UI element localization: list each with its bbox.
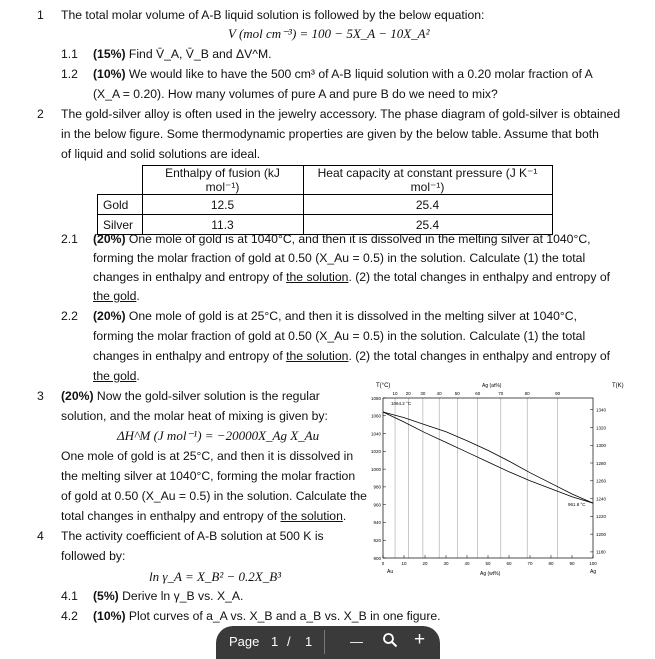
toolbar-divider [324, 630, 325, 654]
table-row [98, 195, 553, 215]
chart-frame [383, 398, 593, 558]
right-axis-label: T(K) [612, 383, 624, 389]
q1-2-text: We would like to have the 500 cm³ of A-B liquid solution with a 0.20 molar fraction of A [128, 67, 593, 81]
q1-number: 1 [37, 8, 44, 22]
q2-1-text: One mole of gold is at 1040°C, and then it is dissolved in the melting silver at 1040°C, [128, 232, 591, 246]
top-tick-label: 90 [555, 391, 561, 396]
pdf-page-toolbar [216, 626, 440, 659]
table-cell-gold: Gold [98, 195, 143, 215]
top-tick-label: 10 [392, 391, 398, 396]
q3-equation: ΔH^M (J mol⁻¹) = −20000X_Ag X_Au [117, 428, 320, 443]
left-tick-label: 1040 [370, 431, 381, 437]
left-tick-label: 1080 [370, 395, 381, 401]
right-tick-label: 1320 [596, 425, 607, 431]
q3-text: Now the gold-silver solution is the regular [96, 389, 320, 403]
solidus-curve [383, 412, 593, 503]
phase-diagram-chart [360, 380, 642, 578]
table-cell-silver: Silver [98, 215, 143, 235]
q1-2-line1 [93, 67, 593, 81]
q2-1-line3a: changes in enthalpy and entropy of [93, 270, 287, 284]
table-cell-gold-enthalpy: 12.5 [142, 195, 303, 215]
q1-2-number: 1.2 [61, 67, 78, 81]
bottom-tick-label: 100 [589, 561, 597, 566]
table-header-row [98, 166, 553, 195]
q1-equation: V (mol cm⁻³) = 100 − 5X_A − 10X_A² [228, 26, 430, 41]
left-tick-label: 1000 [370, 466, 381, 472]
left-axis-label: T(°C) [376, 383, 391, 389]
q2-line2: in the below figure. Some thermodynamic properties are given by the below table. Assume that both [61, 127, 599, 141]
q2-1-line1 [93, 232, 591, 246]
q2-1-line3 [93, 270, 610, 284]
right-tick-label: 1340 [596, 407, 607, 413]
ag-label: Ag [590, 569, 597, 575]
q2-2-line3a: changes in enthalpy and entropy of [93, 349, 287, 363]
q1-text: The total molar volume of A-B liquid solution is followed by the below equation: [61, 8, 485, 22]
q3-line6 [61, 509, 346, 523]
left-tick-label: 1060 [370, 413, 381, 419]
bottom-tick-label: 0 [381, 561, 385, 566]
q2-2-line1 [93, 309, 577, 323]
chart-ticks [371, 391, 607, 566]
bottom-tick-label: 90 [569, 561, 575, 566]
top-tick-label: 40 [436, 391, 442, 396]
q2-line1: The gold-silver alloy is often used in the jewelry accessory. The phase diagram of gold-silver is obtained [61, 107, 621, 121]
q3-number: 3 [37, 389, 44, 403]
top-tick-label: 20 [405, 391, 411, 396]
q3-line6a: total changes in enthalpy and entropy of [61, 509, 281, 523]
bottom-tick-label: 80 [548, 561, 554, 566]
left-tick-label: 920 [373, 538, 381, 544]
top-tick-label: 80 [524, 391, 530, 396]
q2-1-weight: (20%) [93, 232, 126, 246]
bottom-tick-label: 40 [464, 561, 470, 566]
q2-1-line3b: . (2) the total changes in enthalpy and entropy of [348, 270, 610, 284]
q4-number: 4 [37, 529, 44, 543]
current-page-number[interactable]: 1 [271, 634, 279, 649]
q4-line1: The activity coefficient of A-B solution at 500 K is [61, 529, 324, 543]
q2-1-number: 2.1 [61, 232, 78, 246]
au-label: Au [387, 569, 394, 575]
left-tick-label: 940 [373, 520, 381, 526]
q2-2-line3 [93, 349, 610, 363]
q4-equation: ln γ_A = X_B² − 0.2X_B³ [149, 569, 282, 584]
q3-line4: the melting silver at 1040°C, forming the molar fraction [61, 469, 356, 483]
q3-line1 [61, 389, 320, 403]
bottom-tick-label: 60 [506, 561, 512, 566]
chart-curves [383, 412, 593, 503]
table-cell-silver-cp: 25.4 [303, 215, 552, 235]
left-tick-label: 980 [373, 484, 381, 490]
page-label: Page [229, 634, 260, 649]
q4-1-text: Derive ln γ_B vs. X_A. [122, 589, 244, 603]
chart-grid [395, 398, 558, 558]
bottom-tick-label: 30 [443, 561, 449, 566]
q1-2-line2: (X_A = 0.20). How many volumes of pure A and pure B do we need to mix? [93, 87, 498, 101]
q2-1-line4b: . [136, 289, 140, 303]
q2-1-line4 [93, 289, 140, 303]
top-tick-label: 70 [498, 391, 504, 396]
q1-2-weight: (10%) [93, 67, 126, 81]
q2-2-text: One mole of gold is at 25°C, and then it is dissolved in the melting silver at 1040°C, [128, 309, 577, 323]
right-tick-label: 1220 [596, 514, 607, 520]
bottom-tick-label: 50 [485, 561, 491, 566]
q4-1-line [93, 589, 243, 603]
q2-2-line4b: . [136, 369, 140, 383]
q2-2-line3b: . (2) the total changes in enthalpy and entropy of [348, 349, 610, 363]
q3-line3: One mole of gold is at 25°C, and then it is dissolved in [61, 449, 354, 463]
top-tick-label: 50 [454, 391, 460, 396]
q2-2-number: 2.2 [61, 309, 78, 323]
bottom-tick-label: 10 [401, 561, 407, 566]
total-pages: 1 [305, 634, 313, 649]
q4-line2: followed by: [61, 549, 126, 563]
ag-melting-annotation: 961.8 °C [568, 502, 586, 507]
q3-line2: solution, and the molar heat of mixing is given by: [61, 409, 328, 423]
table-header-enthalpy: Enthalpy of fusion (kJ mol⁻¹) [142, 166, 303, 195]
q2-number: 2 [37, 107, 44, 121]
q1-1-text: Find V̄_A, V̄_B and ΔV^M. [128, 47, 272, 61]
q3-line6b: . [342, 509, 347, 523]
table-header-empty [98, 166, 143, 195]
q4-1-number: 4.1 [61, 589, 78, 603]
q4-2-number: 4.2 [61, 609, 78, 623]
properties-table [97, 165, 553, 235]
top-tick-label: 60 [475, 391, 481, 396]
left-tick-label: 960 [373, 502, 381, 508]
q1-1-number: 1.1 [61, 47, 78, 61]
q2-2-solution-underline: the solution [286, 349, 349, 363]
right-tick-label: 1280 [596, 460, 607, 466]
q4-2-weight: (10%) [93, 609, 126, 623]
table-cell-gold-cp: 25.4 [303, 195, 552, 215]
liquidus-curve [383, 412, 593, 503]
right-tick-label: 1200 [596, 531, 607, 537]
q2-1-solution-underline: the solution [286, 270, 349, 284]
q2-2-gold-underline: the gold [93, 369, 137, 383]
right-tick-label: 1180 [596, 549, 606, 555]
q3-solution-underline: the solution [280, 509, 343, 523]
bottom-tick-label: 20 [422, 561, 428, 566]
page-separator: / [287, 634, 291, 649]
table-cell-silver-enthalpy: 11.3 [142, 215, 303, 235]
q2-1-gold-underline: the gold [93, 289, 137, 303]
right-tick-label: 1300 [596, 443, 607, 449]
zoom-icon[interactable] [382, 632, 398, 651]
au-melting-annotation: 1064.2 °C [391, 401, 412, 406]
q1-1-line [93, 47, 271, 61]
bottom-tick-label: 70 [527, 561, 533, 566]
top-tick-label: 30 [420, 391, 426, 396]
bottom-axis-label: Ag (wt%) [480, 571, 501, 577]
q2-line3: of liquid and solid solutions are ideal. [61, 147, 261, 161]
zoom-in-button[interactable]: + [414, 629, 426, 650]
q2-1-line2: forming the molar fraction of gold at 0.50 (X_Au = 0.5) in the solution. Calculate (1) the total [93, 251, 586, 265]
right-tick-label: 1260 [596, 478, 607, 484]
left-tick-label: 900 [373, 555, 381, 561]
zoom-out-button[interactable]: — [350, 634, 363, 649]
q4-2-text: Plot curves of a_A vs. X_B and a_B vs. X_B in one figure. [128, 609, 441, 623]
right-tick-label: 1240 [596, 496, 607, 502]
left-tick-label: 1020 [370, 449, 381, 455]
q4-2-line [93, 609, 441, 623]
q3-weight: (20%) [61, 389, 94, 403]
top-axis-label: Ag (at%) [482, 383, 502, 389]
q4-1-weight: (5%) [93, 589, 119, 603]
q2-2-weight: (20%) [93, 309, 126, 323]
q2-2-line2: forming the molar fraction of gold at 0.50 (X_Au = 0.5) in the solution. Calculate (1) the total [93, 329, 586, 343]
q2-2-line4 [93, 369, 140, 383]
q1-1-weight: (15%) [93, 47, 126, 61]
q3-line5: of gold at 0.50 (X_Au = 0.5) in the solution. Calculate the [61, 489, 367, 503]
table-header-heat-capacity: Heat capacity at constant pressure (J K⁻¹ mol⁻¹) [303, 166, 552, 195]
